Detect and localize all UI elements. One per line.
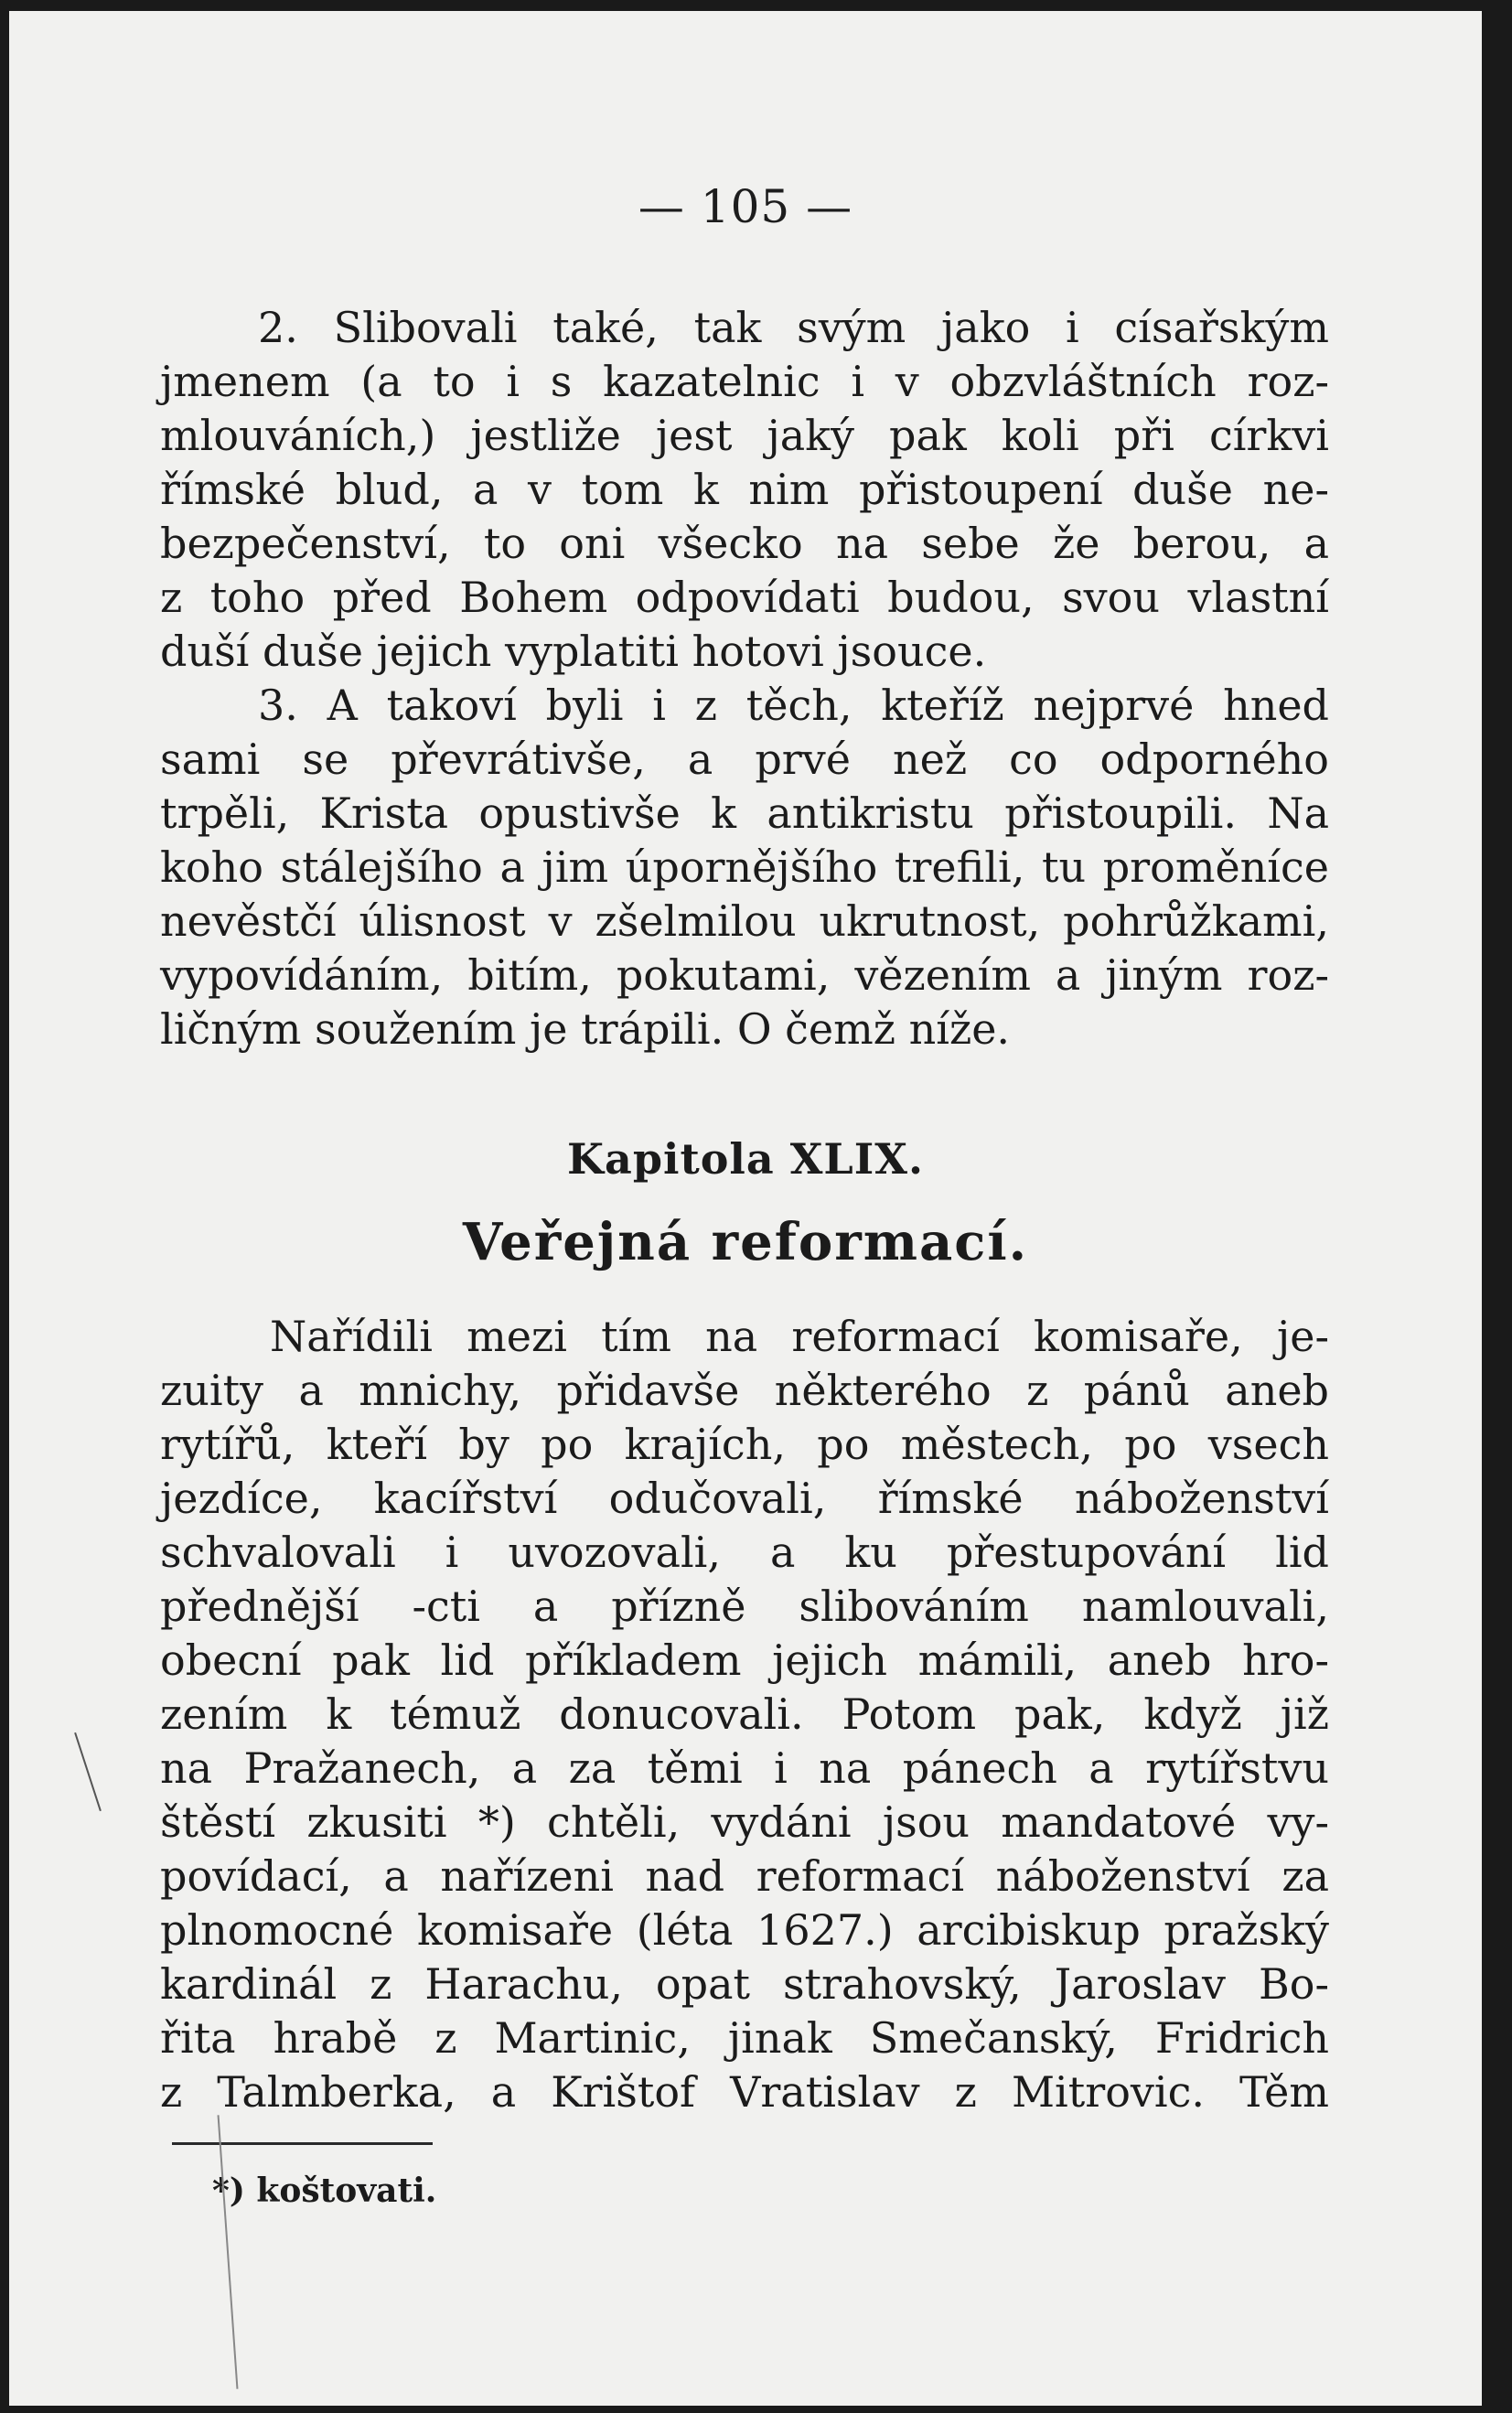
text-line: trpěli, Krista opustivše k antikristu přistoupili. Na [160,788,1329,838]
book-page [9,11,1482,2406]
paragraph-reformation [160,1310,1329,2119]
scan-mark [74,1732,102,1811]
scan-mark [218,2115,239,2388]
text-line: obecní pak lid příkladem jejich mámili, aneb hro- [160,1635,1329,1685]
text-line: duší duše jejich vyplatiti hotovi jsouce. [160,627,987,676]
text-line: zením k témuž donucovali. Potom pak, když již [160,1689,1329,1739]
paragraph-2-promises [160,301,1329,679]
text-line: řita hrabě z Martinic, jinak Smečanský, Fridrich [160,2013,1329,2063]
text-line: přednější -cti a přízně slibováním namlouvali, [160,1582,1329,1631]
text-line: schvalovali i uvozovali, a ku přestupování lid [160,1528,1329,1577]
text-line: povídací, a nařízeni nad reformací náboženství za [160,1851,1329,1901]
text-line: štěstí zkusiti *) chtěli, vydáni jsou mandatové vy- [160,1797,1329,1847]
text-line: nevěstčí úlisnost v zšelmilou ukrutnost, pohrůžkami, [160,896,1329,946]
text-line: římské blud, a v tom k nim přistoupení duše ne- [160,465,1329,514]
text-line: ličným soužením je trápili. O čemž níže. [160,1004,1011,1054]
text-line: mlouváních,) jestliže jest jaký pak koli při církvi [160,411,1329,460]
text-line: z Talmberka, a Krištof Vratislav z Mitrovic. Těm [160,2067,1329,2117]
footnote-divider [172,2142,433,2145]
page-number: — 105 — [638,180,853,233]
text-line: bezpečenství, to oni všecko na sebe že berou, a [160,519,1329,568]
text-line: kardinál z Harachu, opat strahovský, Jaroslav Bo- [160,1959,1329,2009]
scan-border [1482,0,1512,2413]
text-line: 3. A takoví byli i z těch, kteříž nejprvé hned [258,681,1329,730]
text-line: na Pražanech, a za těmi i na pánech a rytířstvu [160,1743,1329,1793]
text-line: jezdíce, kacířství odučovali, římské náboženství [160,1474,1329,1523]
text-line: Nařídili mezi tím na reformací komisaře, je- [270,1312,1329,1361]
footnote: *) koštovati. [212,2172,437,2210]
text-line: jmenem (a to i s kazatelnic i v obzvláštních roz- [160,357,1329,406]
text-line: plnomocné komisaře (léta 1627.) arcibiskup pražský [160,1905,1329,1955]
text-line: 2. Slibovali také, tak svým jako i císařským [258,303,1329,352]
chapter-title: Kapitola XLIX. [567,1134,924,1184]
text-line: rytířů, kteří by po krajích, po městech, po vsech [160,1420,1329,1469]
text-line: koho stálejšího a jim úpornějšího trefili, tu proměníce [160,842,1329,892]
paragraph-3-converts [160,679,1329,1056]
text-line: z toho před Bohem odpovídati budou, svou vlastní [160,573,1329,622]
text-line: vypovídáním, bitím, pokutami, vězením a jiným roz- [160,950,1329,1000]
chapter-subtitle: Veřejná reformací. [462,1212,1029,1272]
text-line: sami se převrátivše, a prvé než co odporného [160,735,1329,784]
text-line: zuity a mnichy, přidavše některého z pánů aneb [160,1366,1329,1415]
